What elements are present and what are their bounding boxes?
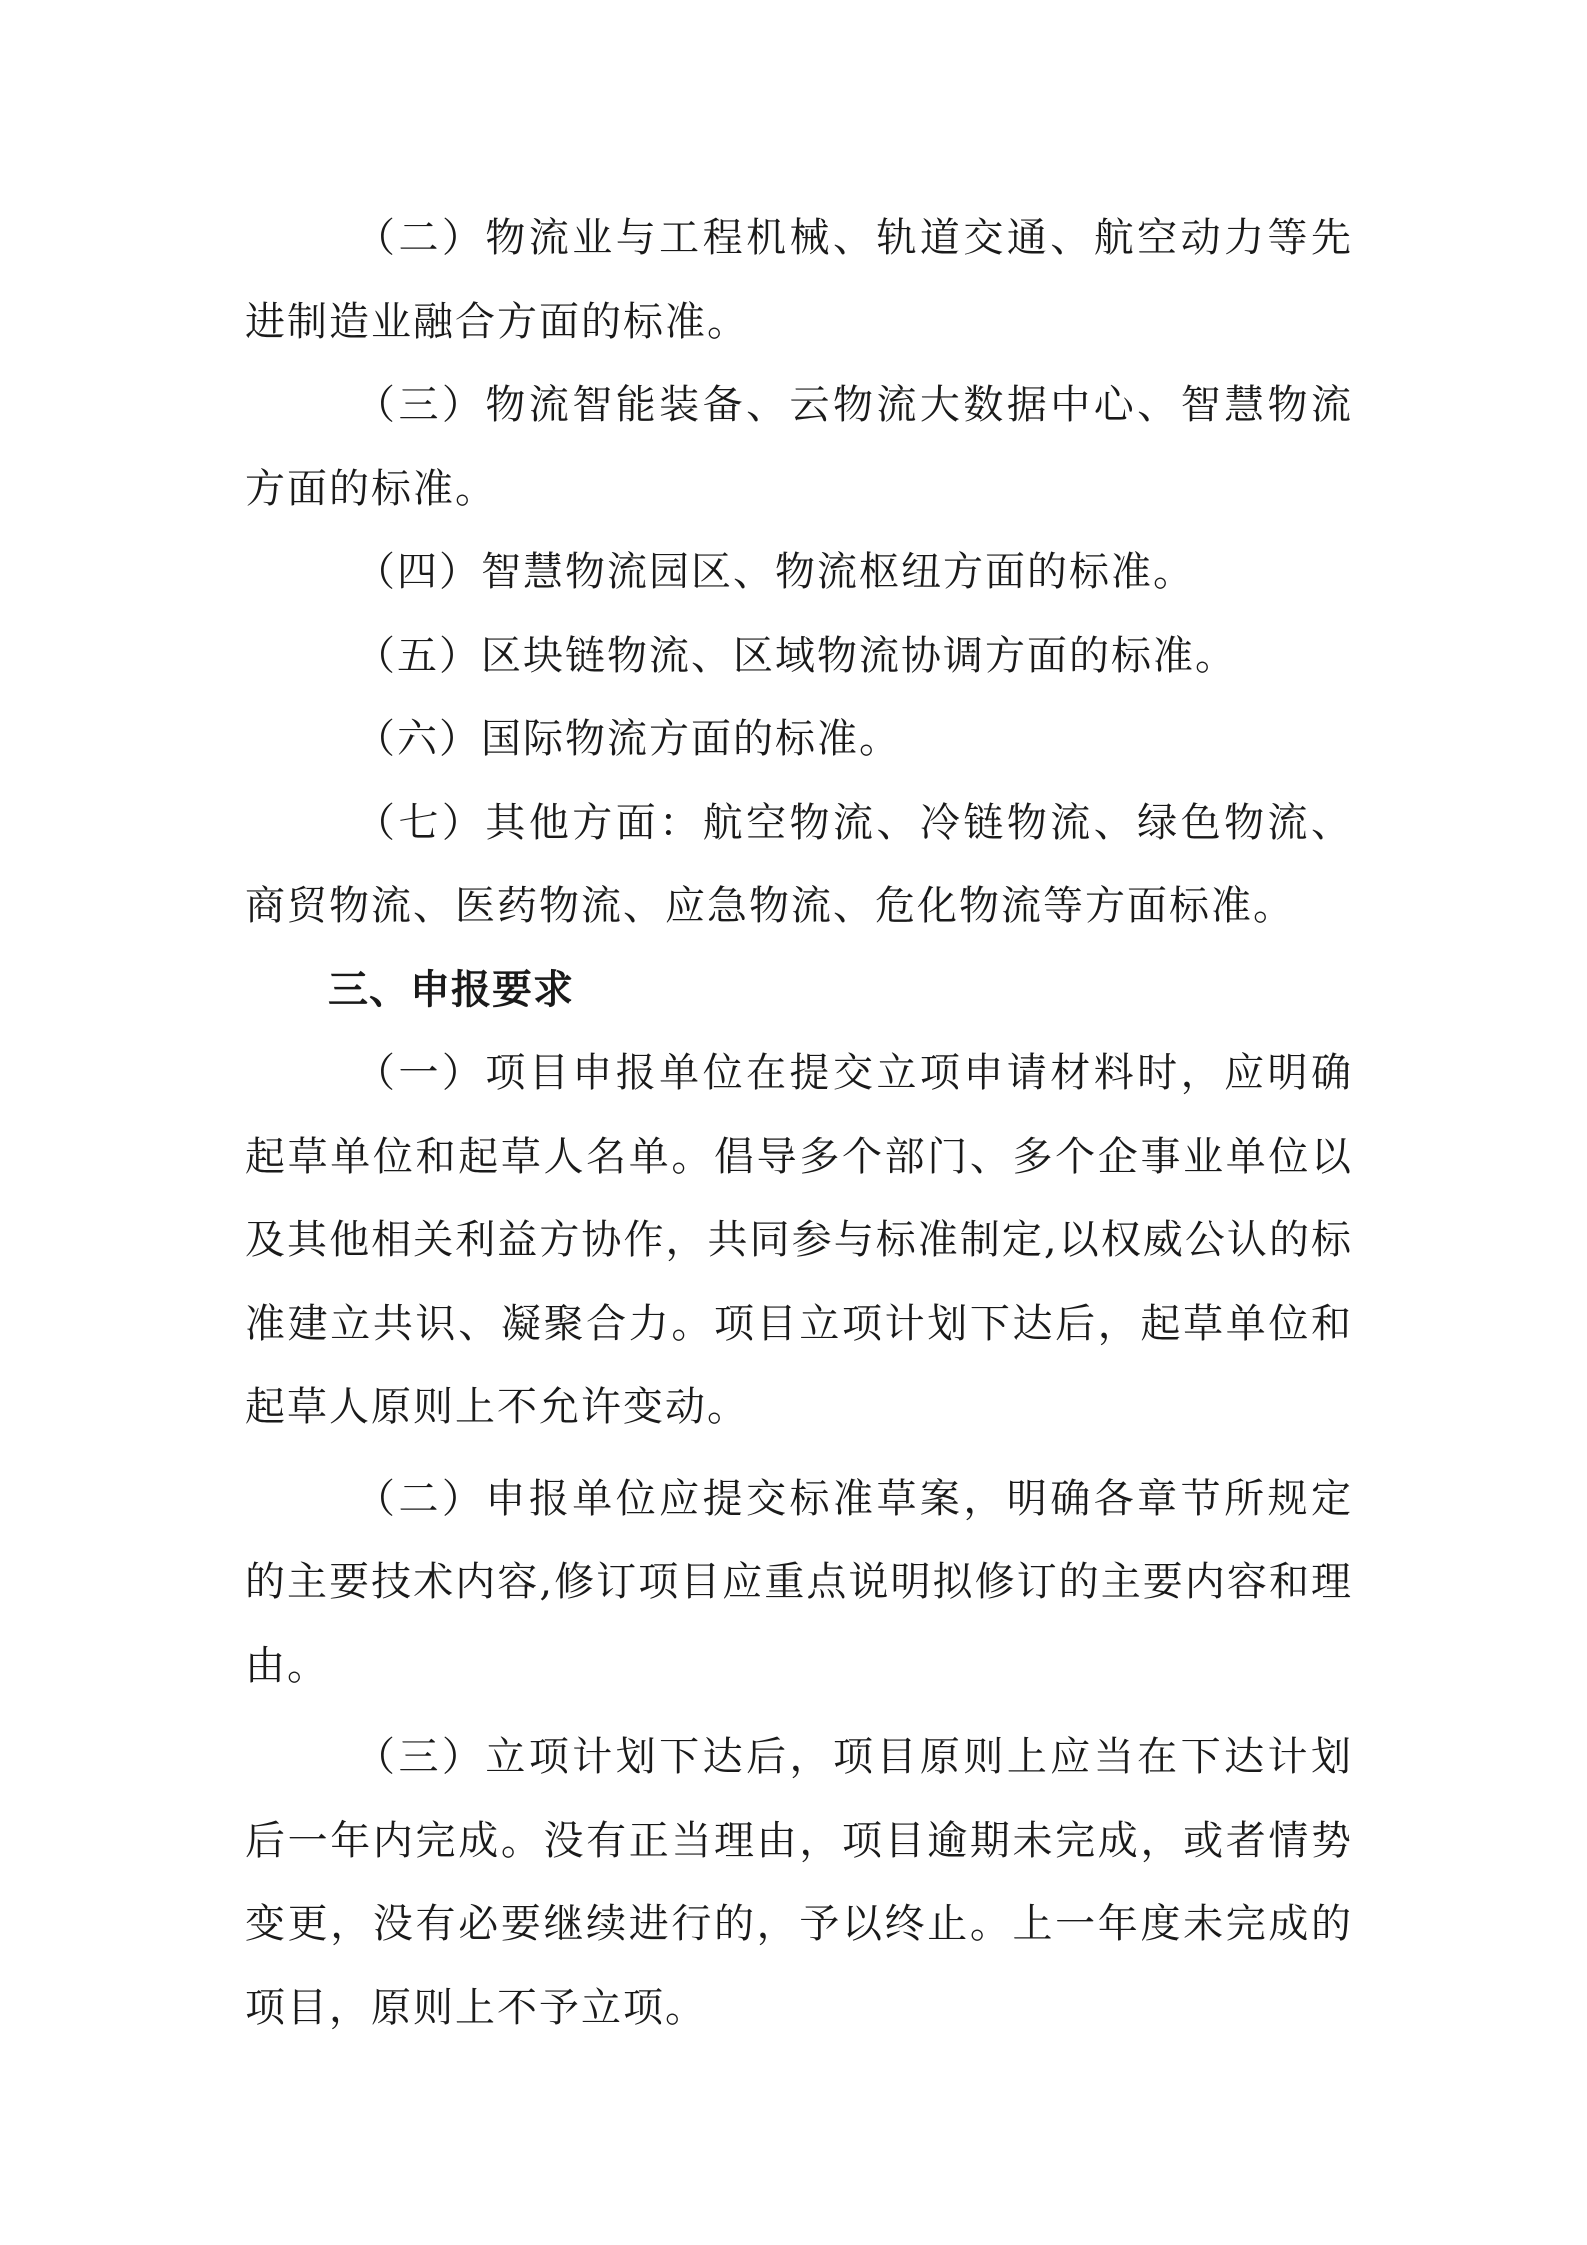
paragraph-item-7: （七）其他方面：航空物流、冷链物流、绿色物流、商贸物流、医药物流、应急物流、危化物流等方面标准。	[245, 799, 1353, 929]
section-heading: 三、申报要求	[328, 966, 574, 1013]
paragraph-item-5: （五）区块链物流、区域物流协调方面的标准。	[355, 632, 1237, 679]
paragraph-item-4: （四）智慧物流园区、物流枢纽方面的标准。	[355, 549, 1195, 595]
paragraph-item-3: （三）物流智能装备、云物流大数据中心、智慧物流方面的标准。	[245, 382, 1353, 512]
document-body	[245, 197, 1353, 2050]
requirement-item-1: （一）项目申报单位在提交立项申请材料时，应明确起草单位和起草人名单。倡导多个部门、多个企事业单位以及其他相关利益方协作，共同参与标准制定,以权威公认的标准建立共识、凝聚合力。项目立项计划下达后，起草单位和起草人原则上不允许变动。	[245, 1050, 1353, 1430]
requirement-item-2: （二）申报单位应提交标准草案，明确各章节所规定的主要技术内容,修订项目应重点说明拟修订的主要内容和理由。	[245, 1475, 1353, 1689]
paragraph-item-6: （六）国际物流方面的标准。	[355, 716, 901, 762]
paragraph-item-2: （二）物流业与工程机械、轨道交通、航空动力等先进制造业融合方面的标准。	[245, 215, 1353, 345]
requirement-item-3: （三）立项计划下达后，项目原则上应当在下达计划后一年内完成。没有正当理由，项目逾期未完成，或者情势变更，没有必要继续进行的，予以终止。上一年度未完成的项目，原则上不予立项。	[245, 1734, 1353, 2031]
